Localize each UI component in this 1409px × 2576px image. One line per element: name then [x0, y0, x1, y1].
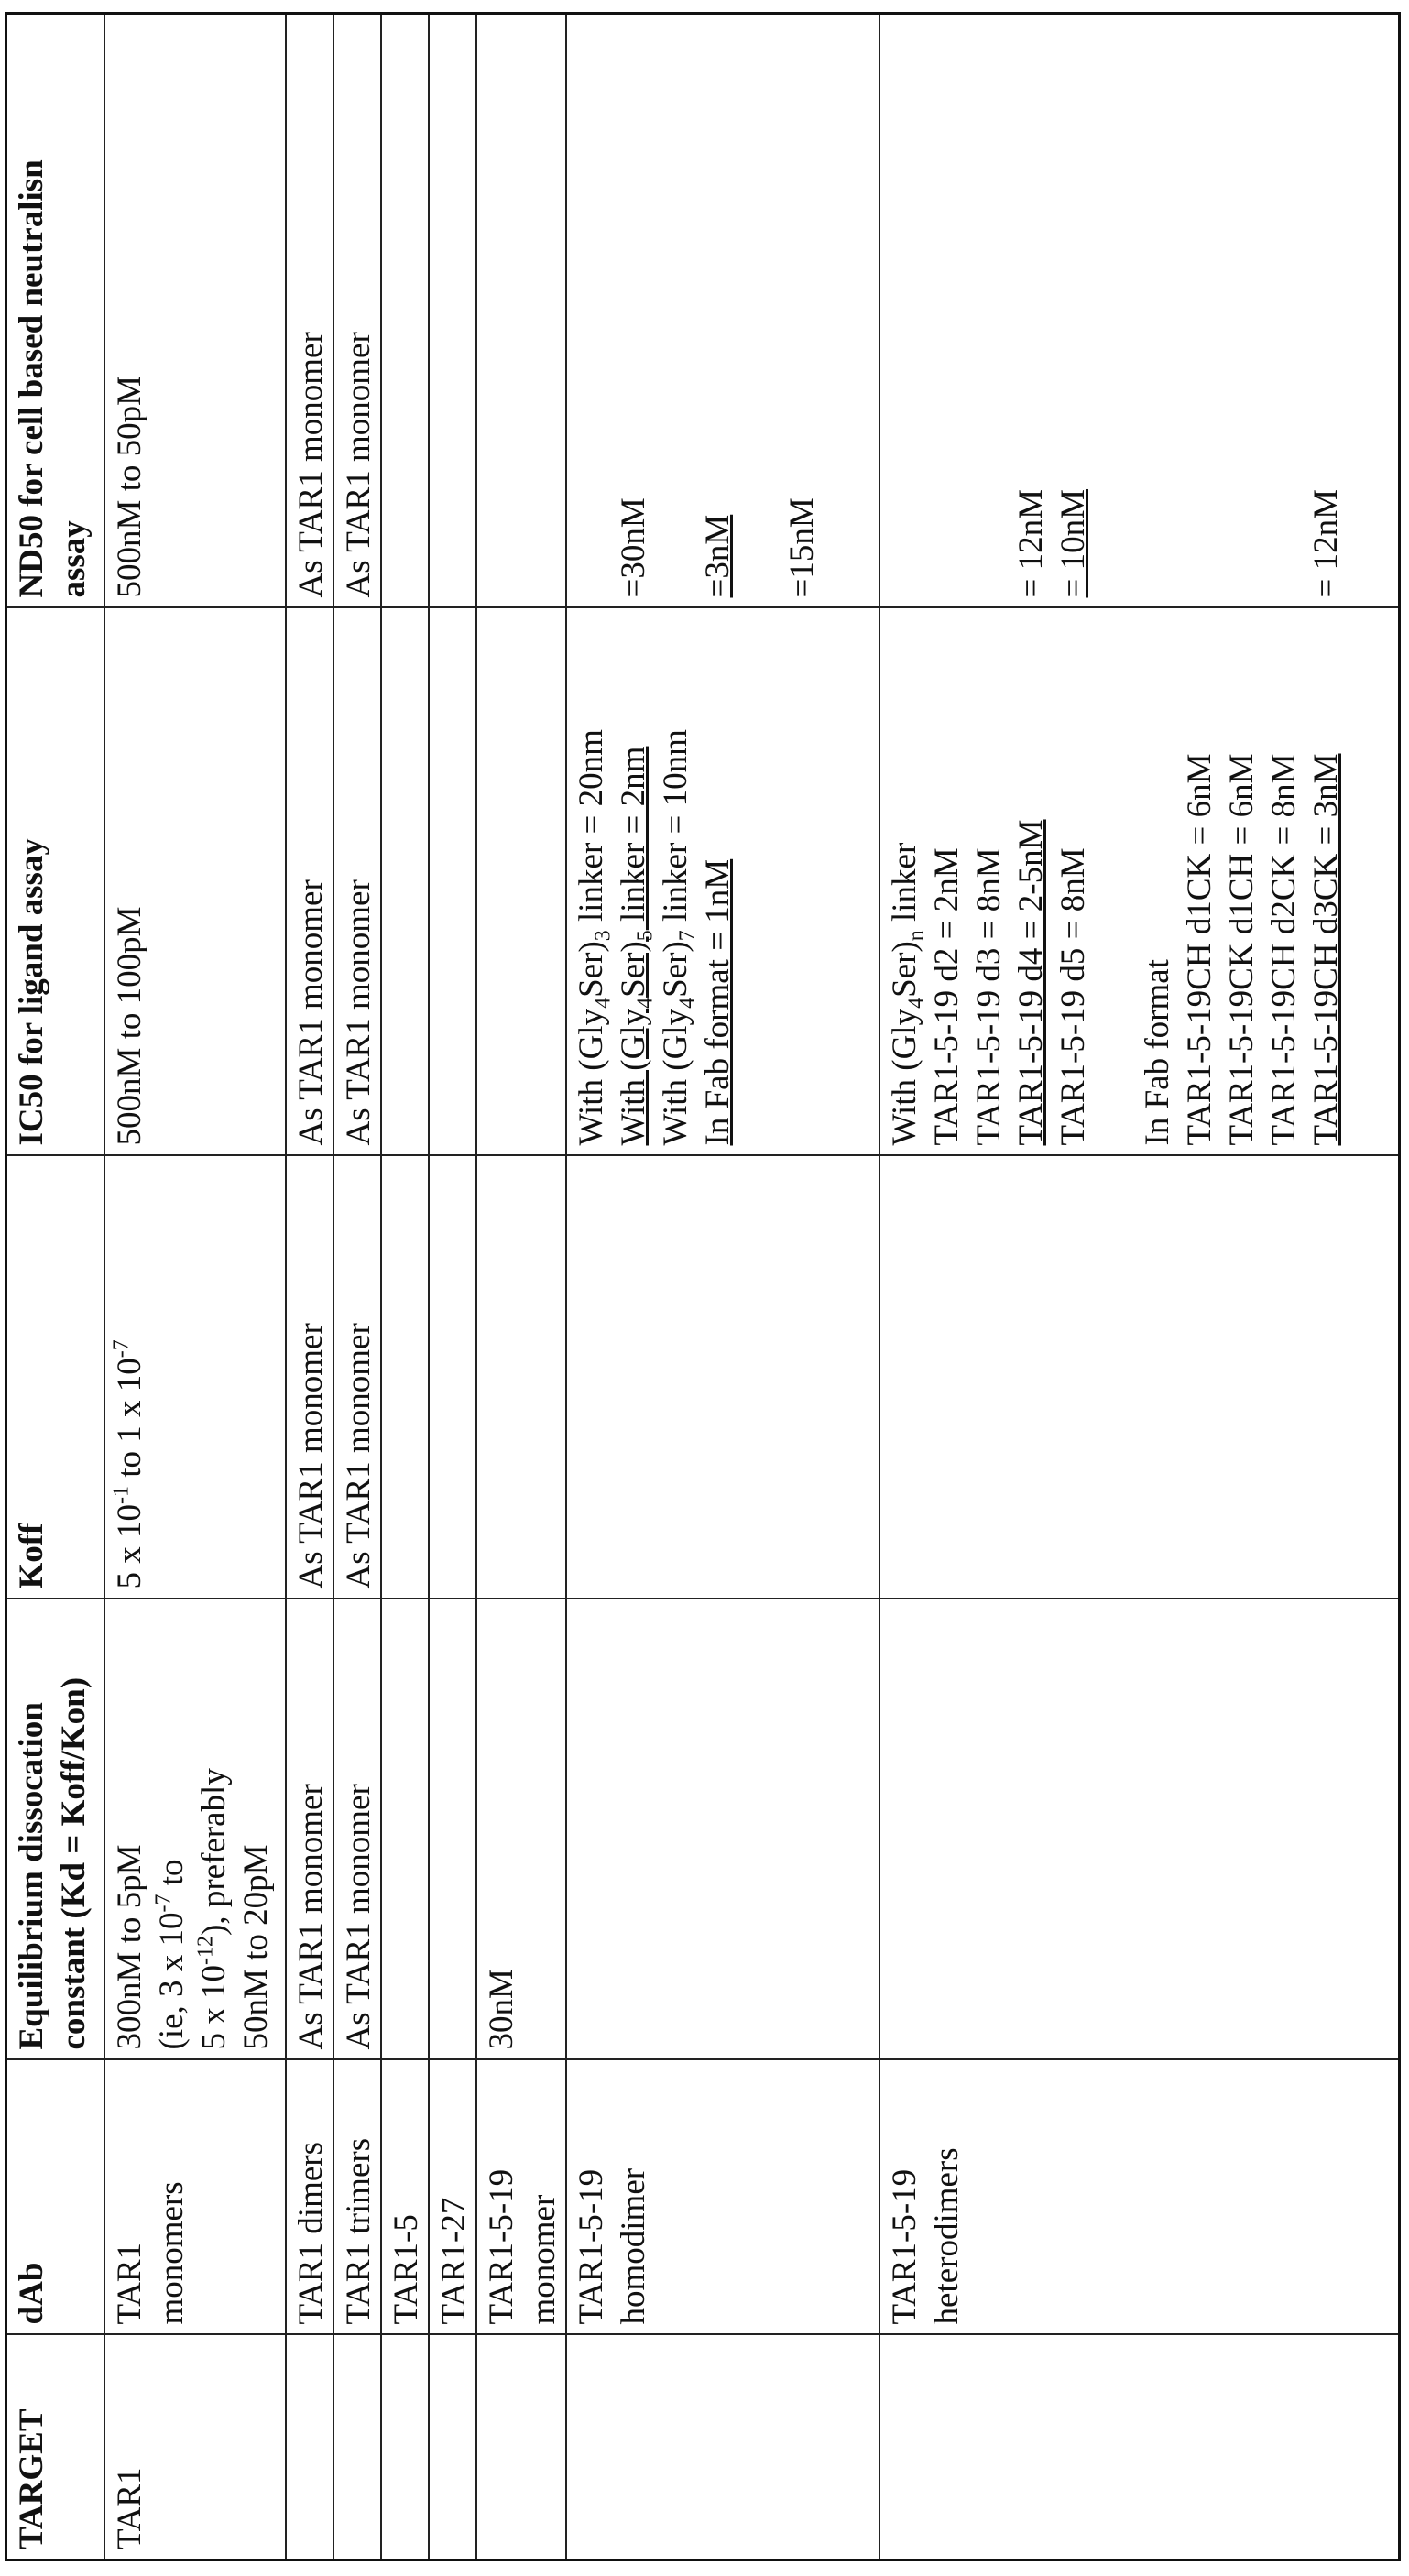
- cell-line: Koff: [11, 1164, 53, 1589]
- cell-line: As TAR1 monomer: [338, 22, 380, 598]
- cell-ic50: [333, 608, 381, 1156]
- cell-line: TARGET: [11, 2343, 53, 2550]
- subscript: 7: [675, 930, 699, 941]
- cell-kd: [879, 1599, 1400, 2060]
- cell-ic50: [286, 608, 333, 1156]
- cell-line: [151, 1608, 193, 2050]
- text-segment: Ser): [573, 941, 610, 998]
- cell-line: As TAR1 monomer: [290, 1608, 333, 2050]
- superscript: -12: [193, 1936, 217, 1965]
- text-segment: linker: [886, 843, 923, 931]
- table-row: [476, 14, 566, 2560]
- text-segment: to 1 x 10: [111, 1358, 148, 1486]
- cell-line: As TAR1 monomer: [290, 1164, 333, 1589]
- cell-ic50: [381, 608, 429, 1156]
- cell-line: TAR1 dimers: [290, 2068, 333, 2325]
- cell-target: [476, 2335, 566, 2560]
- text-segment: (ie, 3 x 10: [153, 1912, 191, 2049]
- text-segment: With (Gly: [886, 1009, 923, 1146]
- cell-koff: [104, 1156, 286, 1599]
- cell-line: IC50 for ligand assay: [11, 617, 53, 1146]
- cell-line: TAR1-5-19 d5 = 8nM: [1053, 617, 1095, 1146]
- cell-line: [571, 617, 613, 1146]
- cell-ic50: [879, 608, 1400, 1156]
- text-segment: Ser): [886, 941, 923, 998]
- cell-kd: [6, 1599, 104, 2060]
- cell-line: As TAR1 monomer: [290, 22, 333, 598]
- cell-line: monomers: [151, 2068, 193, 2325]
- subscript: 4: [633, 998, 657, 1009]
- cell-line: TAR1-27: [433, 2068, 475, 2325]
- cell-line: constant (Kd = Koff/Kon): [53, 1608, 95, 2050]
- cell-line: [1305, 617, 1348, 1146]
- table-row: [333, 14, 381, 2560]
- cell-koff: [381, 1156, 429, 1599]
- cell-line: [884, 22, 926, 598]
- cell-line: assay: [53, 22, 95, 598]
- text-segment: TAR1-5-19 d4 = 2-5nM: [1012, 819, 1050, 1145]
- cell-line: monomer: [523, 2068, 565, 2325]
- cell-target: [429, 2335, 476, 2560]
- cell-dab: [566, 2060, 879, 2335]
- table-header-row: [6, 14, 104, 2560]
- cell-line: [1263, 22, 1305, 598]
- cell-line: =15nM: [781, 22, 824, 598]
- text-segment: In Fab format = 1nM: [699, 859, 737, 1146]
- cell-target: [566, 2335, 879, 2560]
- cell-kd: [429, 1599, 476, 2060]
- cell-line: TAR1-5-19 d2 = 2nM: [926, 617, 968, 1146]
- cell-dab: [429, 2060, 476, 2335]
- cell-line: dAb: [11, 2068, 53, 2325]
- cell-line: As TAR1 monomer: [338, 1608, 380, 2050]
- cell-line: [1095, 617, 1137, 1146]
- cell-dab: [286, 2060, 333, 2335]
- cell-line: [697, 22, 739, 598]
- cell-dab: [476, 2060, 566, 2335]
- cell-koff: [333, 1156, 381, 1599]
- cell-kd: [286, 1599, 333, 2060]
- cell-target: [286, 2335, 333, 2560]
- cell-line: 50nM to 20pM: [235, 1608, 278, 2050]
- cell-nd50: [6, 14, 104, 608]
- cell-line: [613, 617, 655, 1146]
- cell-kd: [333, 1599, 381, 2060]
- superscript: -1: [109, 1486, 133, 1504]
- cell-line: TAR1: [109, 2068, 151, 2325]
- cell-line: =30nM: [613, 22, 655, 598]
- cell-target: [104, 2335, 286, 2560]
- text-segment: to: [153, 1859, 191, 1894]
- cell-line: [884, 617, 926, 1146]
- cell-line: TAR1-5: [386, 2068, 428, 2325]
- superscript: -7: [151, 1894, 175, 1912]
- subscript: n: [904, 930, 928, 941]
- cell-nd50: [879, 14, 1400, 608]
- cell-line: Equilibrium dissocation: [11, 1608, 53, 2050]
- cell-line: [571, 22, 613, 598]
- text-segment: TAR1-5-19CH d3CK = 3nM: [1307, 754, 1345, 1146]
- cell-kd: [476, 1599, 566, 2060]
- cell-kd: [566, 1599, 879, 2060]
- text-segment: linker = 10nm: [657, 729, 694, 930]
- cell-line: [193, 1608, 235, 2050]
- cell-nd50: [429, 14, 476, 608]
- dab-properties-table: [5, 12, 1401, 2561]
- cell-ic50: [566, 608, 879, 1156]
- cell-nd50: [566, 14, 879, 608]
- text-segment: With (Gly: [657, 1009, 694, 1146]
- cell-line: TAR1-5-19: [884, 2068, 926, 2325]
- cell-line: [655, 22, 697, 598]
- text-segment: Ser): [615, 941, 652, 998]
- table-row: [566, 14, 879, 2560]
- cell-line: [1179, 22, 1221, 598]
- cell-ic50: [6, 608, 104, 1156]
- cell-line: TAR1-5-19CH d1CK = 6nM: [1179, 617, 1221, 1146]
- cell-line: 500nM to 50pM: [109, 22, 151, 598]
- text-segment: With (Gly: [615, 1009, 652, 1146]
- cell-line: ND50 for cell based neutralisn: [11, 22, 53, 598]
- cell-koff: [429, 1156, 476, 1599]
- cell-line: In Fab format: [1137, 617, 1179, 1146]
- cell-kd: [104, 1599, 286, 2060]
- cell-line: TAR1: [109, 2343, 151, 2550]
- cell-line: heterodimers: [926, 2068, 968, 2325]
- table-row: [286, 14, 333, 2560]
- cell-target: [879, 2335, 1400, 2560]
- table-row: [879, 14, 1400, 2560]
- cell-line: [1221, 22, 1263, 598]
- text-segment: linker = 20nm: [573, 729, 610, 930]
- text-segment: 5 x 10: [111, 1504, 148, 1589]
- cell-line: [1137, 22, 1179, 598]
- cell-line: [109, 1164, 151, 1589]
- cell-koff: [566, 1156, 879, 1599]
- cell-line: TAR1-5-19 d3 = 8nM: [968, 617, 1010, 1146]
- cell-koff: [286, 1156, 333, 1599]
- cell-line: [655, 617, 697, 1146]
- table-row: [381, 14, 429, 2560]
- text-segment: linker = 2nm: [615, 747, 652, 931]
- text-segment: ), preferably: [195, 1768, 233, 1936]
- cell-nd50: [104, 14, 286, 608]
- cell-koff: [476, 1156, 566, 1599]
- cell-line: [968, 22, 1010, 598]
- cell-ic50: [476, 608, 566, 1156]
- cell-target: [6, 2335, 104, 2560]
- cell-line: homodimer: [613, 2068, 655, 2325]
- table-row: [104, 14, 286, 2560]
- subscript: 4: [675, 998, 699, 1009]
- cell-line: = 12nM: [1010, 22, 1053, 598]
- cell-nd50: [333, 14, 381, 608]
- cell-line: [739, 22, 781, 598]
- cell-line: [926, 22, 968, 598]
- rotated-table-page: [5, 15, 1388, 2561]
- cell-koff: [879, 1156, 1400, 1599]
- subscript: 4: [591, 998, 615, 1009]
- text-segment: 5 x 10: [195, 1965, 233, 2050]
- subscript: 3: [591, 930, 615, 941]
- cell-target: [381, 2335, 429, 2560]
- cell-line: TAR1-5-19: [571, 2068, 613, 2325]
- superscript: -7: [109, 1339, 133, 1358]
- cell-koff: [6, 1156, 104, 1599]
- cell-line: 500nM to 100pM: [109, 617, 151, 1146]
- cell-nd50: [286, 14, 333, 608]
- cell-line: TAR1-5-19: [481, 2068, 523, 2325]
- table-row: [429, 14, 476, 2560]
- cell-line: [1053, 22, 1095, 598]
- subscript: 5: [633, 930, 657, 941]
- cell-dab: [6, 2060, 104, 2335]
- cell-line: [1095, 22, 1137, 598]
- text-segment: Ser): [657, 941, 694, 998]
- cell-dab: [879, 2060, 1400, 2335]
- cell-line: As TAR1 monomer: [290, 617, 333, 1146]
- text-segment: With (Gly: [573, 1009, 610, 1146]
- cell-nd50: [381, 14, 429, 608]
- text-segment: = 10nM: [1054, 489, 1092, 598]
- text-segment: =3nM: [699, 515, 737, 598]
- subscript: 4: [904, 998, 928, 1009]
- cell-line: TAR1 trimers: [338, 2068, 380, 2325]
- cell-target: [333, 2335, 381, 2560]
- cell-nd50: [476, 14, 566, 608]
- cell-line: 30nM: [481, 1608, 523, 2050]
- cell-line: = 12nM: [1305, 22, 1348, 598]
- cell-dab: [333, 2060, 381, 2335]
- cell-line: [697, 617, 739, 1146]
- cell-line: As TAR1 monomer: [338, 617, 380, 1146]
- cell-line: TAR1-5-19CK d1CH = 6nM: [1221, 617, 1263, 1146]
- cell-kd: [381, 1599, 429, 2060]
- cell-ic50: [104, 608, 286, 1156]
- cell-line: As TAR1 monomer: [338, 1164, 380, 1589]
- cell-dab: [381, 2060, 429, 2335]
- cell-line: 300nM to 5pM: [109, 1608, 151, 2050]
- cell-line: [1010, 617, 1053, 1146]
- cell-ic50: [429, 608, 476, 1156]
- cell-dab: [104, 2060, 286, 2335]
- cell-line: TAR1-5-19CH d2CK = 8nM: [1263, 617, 1305, 1146]
